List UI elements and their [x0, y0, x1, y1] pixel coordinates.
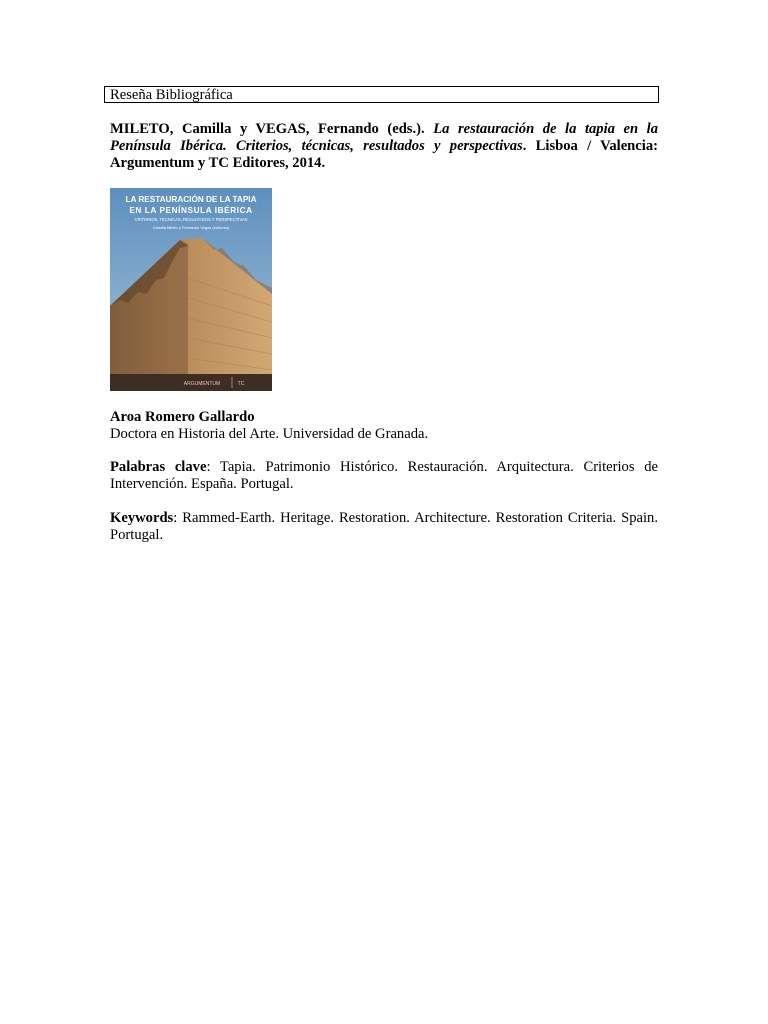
keywords-english [110, 510, 658, 544]
cover-editors: Camilla Mileto y Fernando Vegas (editores) [152, 225, 230, 230]
reviewer-name: Aroa Romero Gallardo [110, 409, 255, 425]
section-label: Reseña Bibliográfica [110, 87, 233, 103]
section-label-box [104, 86, 659, 103]
cover-title-line1: LA RESTAURACIÓN DE LA TAPIA [125, 195, 257, 204]
citation-title: La restauración de la tapia en la Península Ibérica. Criterios, técnicas, resultados y perspectivas [110, 121, 658, 154]
cover-publisher-logo-tc: TC [237, 381, 245, 387]
citation-publisher: . Lisboa / Valencia: Argumentum y TC Editores, 2014. [110, 138, 658, 171]
reviewer-block [110, 409, 658, 443]
keywords-english-label: Keywords [110, 510, 174, 526]
citation-authors: MILETO, Camilla y VEGAS, Fernando (eds.). [110, 121, 434, 137]
book-citation [110, 121, 658, 172]
cover-publisher-logo: ARGUMENTUM [183, 381, 221, 387]
keywords-english-text: : Rammed-Earth. Heritage. Restoration. Architecture. Restoration Criteria. Spain. Portugal. [110, 510, 658, 543]
keywords-spanish-label: Palabras clave [110, 459, 207, 475]
cover-title-line2: EN LA PENÍNSULA IBÉRICA [129, 206, 253, 215]
keywords-spanish-text: : Tapia. Patrimonio Histórico. Restauración. Arquitectura. Criterios de Intervención. España. Portugal. [110, 459, 659, 492]
keywords-spanish [110, 459, 658, 493]
book-cover-image [110, 188, 272, 391]
cover-subtitle: CRITERIOS, TÉCNICAS, RESULTADOS Y PERSPECTIVAS [134, 217, 248, 222]
reviewer-affiliation: Doctora en Historia del Arte. Universidad de Granada. [110, 426, 429, 442]
